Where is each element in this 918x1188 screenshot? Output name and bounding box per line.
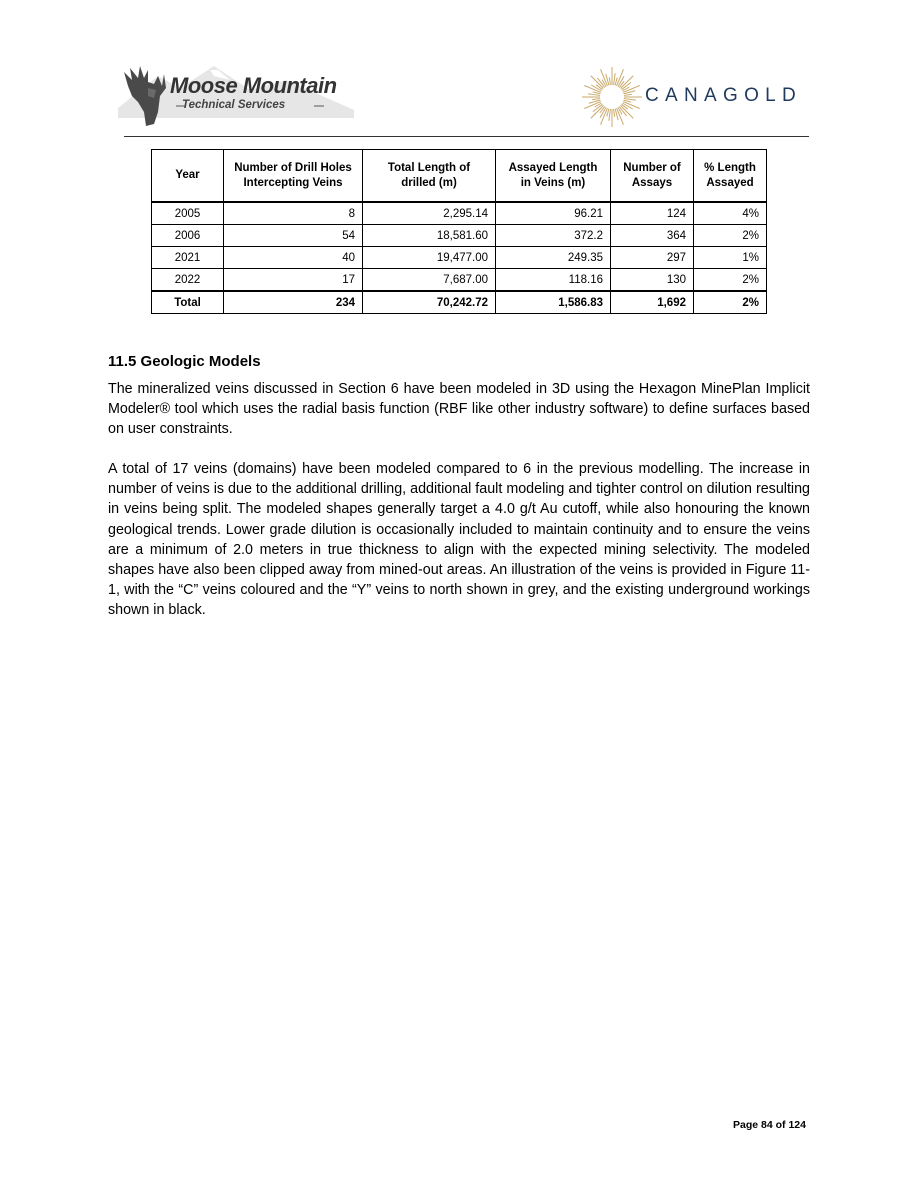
cell-year: 2005: [152, 202, 224, 225]
cell-percent-assayed: 2%: [694, 225, 767, 247]
header-divider: [124, 136, 809, 137]
table-header-row: [152, 150, 767, 203]
cell-total-label: Total: [152, 291, 224, 314]
cell-number-assays: 130: [611, 269, 694, 292]
cell-year: 2022: [152, 269, 224, 292]
section-heading: 11.5 Geologic Models: [108, 353, 261, 370]
body-paragraph: The mineralized veins discussed in Section 6 have been modeled in 3D using the Hexagon MinePlan Implicit Modeler® tool which uses the radial basis function (RBF like other industry software) to define surfaces based on user constraints.: [108, 381, 810, 438]
header-assayed-length: Assayed Length in Veins (m): [496, 150, 611, 203]
cell-total-length: 70,242.72: [363, 291, 496, 314]
header-percent-assayed: % Length Assayed: [694, 150, 767, 203]
cell-total-percent-assayed: 2%: [694, 291, 767, 314]
sunburst-ray: [591, 105, 604, 118]
logo-title: Moose Mountain: [170, 73, 337, 98]
cell-total-length: 19,477.00: [363, 247, 496, 269]
sunburst-ray: [614, 73, 616, 85]
sunburst-icon: [582, 63, 642, 131]
header-number-assays: Number of Assays: [611, 150, 694, 203]
table-row: [152, 225, 767, 247]
table-row: [152, 247, 767, 269]
sunburst-ray: [620, 76, 633, 89]
cell-drill-holes: 17: [224, 269, 363, 292]
table-row: [152, 269, 767, 292]
cell-assayed-length: 96.21: [496, 202, 611, 225]
canagold-wordmark: CANAGOLD: [645, 85, 803, 106]
cell-assayed-length: 372.2: [496, 225, 611, 247]
cell-percent-assayed: 2%: [694, 269, 767, 292]
cell-percent-assayed: 4%: [694, 202, 767, 225]
logo-subtitle: Technical Services: [182, 99, 286, 111]
cell-assayed-length: 249.35: [496, 247, 611, 269]
sunburst-ray: [624, 99, 636, 101]
cell-number-assays: 364: [611, 225, 694, 247]
cell-year: 2021: [152, 247, 224, 269]
cell-year: 2006: [152, 225, 224, 247]
sunburst-ray: [591, 76, 604, 89]
header-year: Year: [152, 150, 224, 203]
body-paragraph: A total of 17 veins (domains) have been modeled compared to 6 in the previous modelling. The increase in number of veins is due to the additional drilling, additional fault modeling and tighter control on dilution resulting in veins being split. The modeled shapes generally target a 4.0 g/t Au cutoff, while also honouring the known geological trends. Lower grade dilution is occasionally included to maintain continuity and to ensure the veins are a minimum of 2.0 meters in true thickness to align with the expected mining selectivity. The modeled shapes have also been clipped away from mined-out areas. An illustration of the veins is provided in Figure 11-1, with the “C” veins coloured and the “Y” veins to north shown in grey, and the existing underground workings shown in black.: [108, 461, 810, 619]
sunburst-ray: [620, 105, 633, 118]
cell-total-assayed-length: 1,586.83: [496, 291, 611, 314]
sunburst-ray: [588, 94, 600, 96]
cell-drill-holes: 40: [224, 247, 363, 269]
header-drill-holes: Number of Drill Holes Intercepting Veins: [224, 150, 363, 203]
sunburst-ray: [609, 109, 611, 121]
cell-number-assays: 124: [611, 202, 694, 225]
cell-number-assays: 297: [611, 247, 694, 269]
cell-percent-assayed: 1%: [694, 247, 767, 269]
table-total-row: [152, 291, 767, 314]
table-row: [152, 202, 767, 225]
sunburst-ray: [624, 94, 632, 95]
cell-total-drill-holes: 234: [224, 291, 363, 314]
canagold-logo: [582, 63, 804, 131]
sunburst-ray: [592, 99, 600, 100]
cell-assayed-length: 118.16: [496, 269, 611, 292]
sunburst-ray: [609, 77, 610, 85]
moose-mountain-logo: [118, 62, 354, 128]
cell-total-number-assays: 1,692: [611, 291, 694, 314]
page-number: Page 84 of 124: [733, 1119, 806, 1131]
drilling-summary-table: [151, 149, 767, 314]
cell-drill-holes: 8: [224, 202, 363, 225]
cell-total-length: 7,687.00: [363, 269, 496, 292]
cell-total-length: 18,581.60: [363, 225, 496, 247]
sunburst-ray: [614, 109, 615, 117]
cell-drill-holes: 54: [224, 225, 363, 247]
header-total-length: Total Length of drilled (m): [363, 150, 496, 203]
cell-total-length: 2,295.14: [363, 202, 496, 225]
